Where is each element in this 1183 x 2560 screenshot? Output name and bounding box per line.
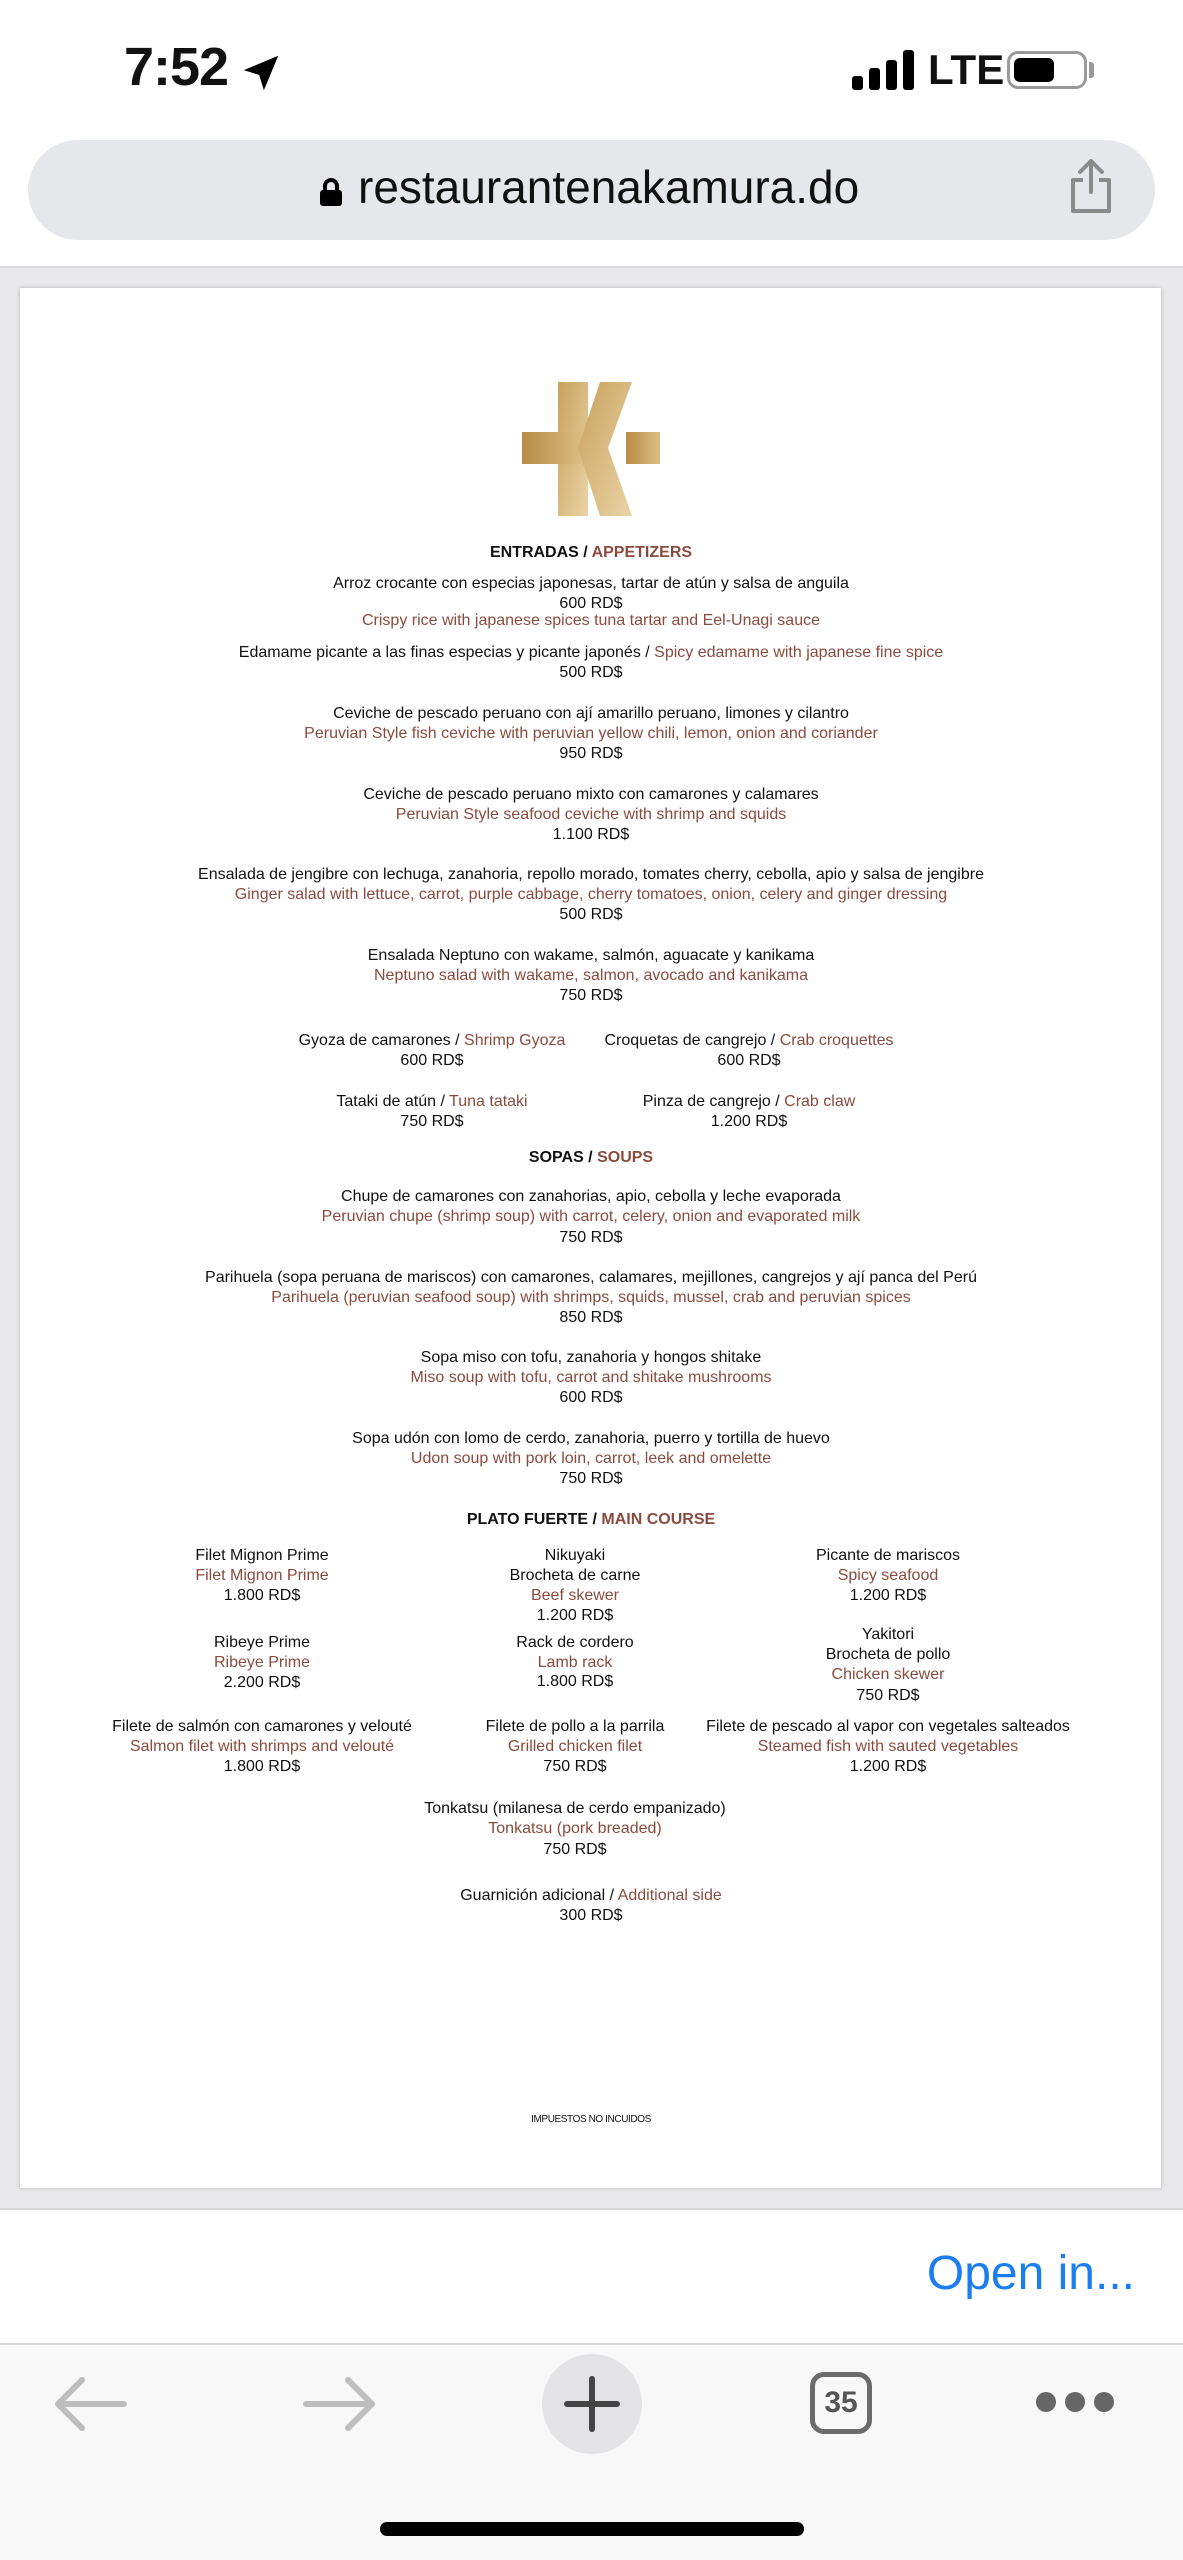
- menu-item-name: Rack de cordero: [516, 1634, 634, 1651]
- carrier-label: LTE: [928, 46, 1005, 93]
- menu-item-name: Filete de pollo a la parrila: [485, 1718, 665, 1735]
- menu-item-price: 750 RD$: [559, 987, 623, 1004]
- new-tab-button[interactable]: [542, 2354, 642, 2454]
- menu-item-name: Pinza de cangrejo / Crab claw: [642, 1093, 856, 1110]
- menu-item-translation: Spicy seafood: [837, 1567, 939, 1584]
- menu-item-name: Picante de mariscos: [815, 1547, 961, 1564]
- menu-item-name: Croquetas de cangrejo / Crab croquettes: [604, 1032, 894, 1049]
- restaurant-logo: [522, 382, 660, 516]
- menu-item-price: 500 RD$: [559, 664, 623, 681]
- menu-item-translation: Steamed fish with sauted vegetables: [757, 1738, 1019, 1755]
- menu-item-name: Ensalada de jengibre con lechuga, zanahoria, repollo morado, tomates cherry, cebolla, apio y salsa de jengibre: [198, 866, 984, 883]
- menu-item-name: Gyoza de camarones / Shrimp Gyoza: [298, 1032, 566, 1049]
- viewer-divider: [0, 2208, 1183, 2210]
- menu-item-name: Yakitori: [861, 1626, 915, 1643]
- menu-item-name: Parihuela (sopa peruana de mariscos) con camarones, calamares, mejillones, cangrejos y ají panca del Perú: [205, 1269, 977, 1286]
- menu-item-price: 750 RD$: [543, 1758, 607, 1775]
- menu-item-name: Ensalada Neptuno con wakame, salmón, aguacate y kanikama: [367, 947, 815, 964]
- url-text[interactable]: restaurantenakamura.do: [358, 161, 860, 213]
- menu-item-price: 750 RD$: [559, 1470, 623, 1487]
- signal-strength-icon: [852, 50, 916, 90]
- menu-item-name: Guarnición adicional / Additional side: [460, 1887, 722, 1904]
- status-bar: [0, 0, 1183, 140]
- forward-arrow-icon[interactable]: [302, 2372, 378, 2436]
- lock-icon: [320, 178, 342, 206]
- toolbar-divider: [0, 2343, 1183, 2345]
- battery-icon: [1007, 51, 1087, 89]
- section-heading-main-course: PLATO FUERTE / MAIN COURSE: [466, 1511, 716, 1528]
- menu-item-price: 750 RD$: [543, 1841, 607, 1858]
- menu-item-name: Edamame picante a las finas especias y picante japonés / Spicy edamame with japanese fine spice: [238, 644, 944, 661]
- menu-item-translation: Peruvian Style fish ceviche with peruvian yellow chili, lemon, onion and coriander: [304, 725, 878, 742]
- menu-item-translation: Tonkatsu (pork breaded): [488, 1820, 662, 1837]
- menu-item-price: 1.200 RD$: [710, 1113, 788, 1130]
- menu-item-price: 2.200 RD$: [223, 1674, 301, 1691]
- menu-item-translation: Lamb rack: [537, 1654, 613, 1671]
- menu-item-name: Nikuyaki: [544, 1547, 606, 1564]
- tabs-button[interactable]: 35: [810, 2372, 872, 2434]
- menu-item-translation: Chicken skewer: [831, 1666, 945, 1683]
- menu-item-price: 1.800 RD$: [223, 1587, 301, 1604]
- menu-item-translation: Ginger salad with lettuce, carrot, purple cabbage, cherry tomatoes, onion, celery and ginger dressing: [234, 886, 948, 903]
- menu-item-price: 1.200 RD$: [849, 1758, 927, 1775]
- menu-item-translation: Neptuno salad with wakame, salmon, avocado and kanikama: [373, 967, 809, 984]
- more-options-icon[interactable]: [1036, 2392, 1114, 2414]
- menu-item-price: 600 RD$: [400, 1052, 464, 1069]
- menu-item-translation: Udon soup with pork loin, carrot, leek and omelette: [410, 1450, 772, 1467]
- share-icon[interactable]: [1066, 158, 1116, 214]
- section-heading-appetizers: ENTRADAS / APPETIZERS: [489, 544, 693, 561]
- taxes-note: IMPUESTOS NO INCUIDOS: [531, 2114, 651, 2125]
- open-in-button[interactable]: Open in...: [926, 2247, 1135, 2300]
- menu-item-name: Ribeye Prime: [213, 1634, 311, 1651]
- menu-item-name: Ceviche de pescado peruano con ají amarillo peruano, limones y cilantro: [333, 705, 849, 722]
- location-arrow-icon: [238, 50, 284, 96]
- menu-item-name: Filete de salmón con camarones y velouté: [112, 1718, 412, 1735]
- menu-item-translation: Salmon filet with shrimps and velouté: [129, 1738, 395, 1755]
- menu-item-translation: Miso soup with tofu, carrot and shitake mushrooms: [410, 1369, 772, 1386]
- menu-item-name: Brocheta de pollo: [825, 1646, 951, 1663]
- menu-item-price: 1.800 RD$: [223, 1758, 301, 1775]
- menu-item-price: 1.200 RD$: [536, 1607, 614, 1624]
- menu-item-name: Sopa miso con tofu, zanahoria y hongos shitake: [420, 1349, 762, 1366]
- menu-item-price: 1.100 RD$: [552, 826, 630, 843]
- menu-item-name: Ceviche de pescado peruano mixto con camarones y calamares: [363, 786, 819, 803]
- home-indicator: [380, 2522, 804, 2536]
- menu-item-name: Brocheta de carne: [509, 1567, 641, 1584]
- menu-item-name: Tonkatsu (milanesa de cerdo empanizado): [424, 1800, 726, 1817]
- menu-item-translation: Peruvian chupe (shrimp soup) with carrot, celery, onion and evaporated milk: [321, 1208, 861, 1225]
- menu-item-price: 600 RD$: [559, 1389, 623, 1406]
- menu-item-translation: Parihuela (peruvian seafood soup) with shrimps, squids, mussel, crab and peruvian spices: [271, 1289, 911, 1306]
- menu-item-price: 600 RD$: [717, 1052, 781, 1069]
- menu-item-price: 600 RD$: [559, 595, 623, 612]
- menu-item-name: Sopa udón con lomo de cerdo, zanahoria, puerro y tortilla de huevo: [352, 1430, 830, 1447]
- menu-item-price: 1.200 RD$: [849, 1587, 927, 1604]
- menu-item-name: Filet Mignon Prime: [195, 1547, 329, 1564]
- menu-item-name: Arroz crocante con especias japonesas, tartar de atún y salsa de anguila: [333, 575, 849, 592]
- status-time: 7:52: [124, 37, 229, 97]
- menu-item-price: 750 RD$: [856, 1687, 920, 1704]
- menu-item-price: 300 RD$: [559, 1907, 623, 1924]
- menu-item-translation: Peruvian Style seafood ceviche with shrimp and squids: [395, 806, 787, 823]
- section-heading-soups: SOPAS / SOUPS: [528, 1149, 654, 1166]
- menu-item-price: 950 RD$: [559, 745, 623, 762]
- menu-item-translation: Beef skewer: [530, 1587, 620, 1604]
- back-arrow-icon[interactable]: [52, 2372, 128, 2436]
- menu-item-translation: Ribeye Prime: [213, 1654, 311, 1671]
- menu-item-translation: Crispy rice with japanese spices tuna tartar and Eel-Unagi sauce: [361, 612, 820, 629]
- battery-nub: [1089, 62, 1094, 78]
- menu-item-name: Tataki de atún / Tuna tataki: [336, 1093, 528, 1110]
- menu-item-price: 850 RD$: [559, 1309, 623, 1326]
- menu-item-price: 750 RD$: [400, 1113, 464, 1130]
- menu-item-price: 500 RD$: [559, 906, 623, 923]
- menu-item-name: Filete de pescado al vapor con vegetales salteados: [706, 1718, 1070, 1735]
- menu-item-translation: Grilled chicken filet: [507, 1738, 643, 1755]
- menu-item-price: 1.800 RD$: [536, 1673, 614, 1690]
- menu-item-name: Chupe de camarones con zanahorias, apio, cebolla y leche evaporada: [341, 1188, 841, 1205]
- menu-item-price: 750 RD$: [559, 1229, 623, 1246]
- menu-item-translation: Filet Mignon Prime: [195, 1567, 329, 1584]
